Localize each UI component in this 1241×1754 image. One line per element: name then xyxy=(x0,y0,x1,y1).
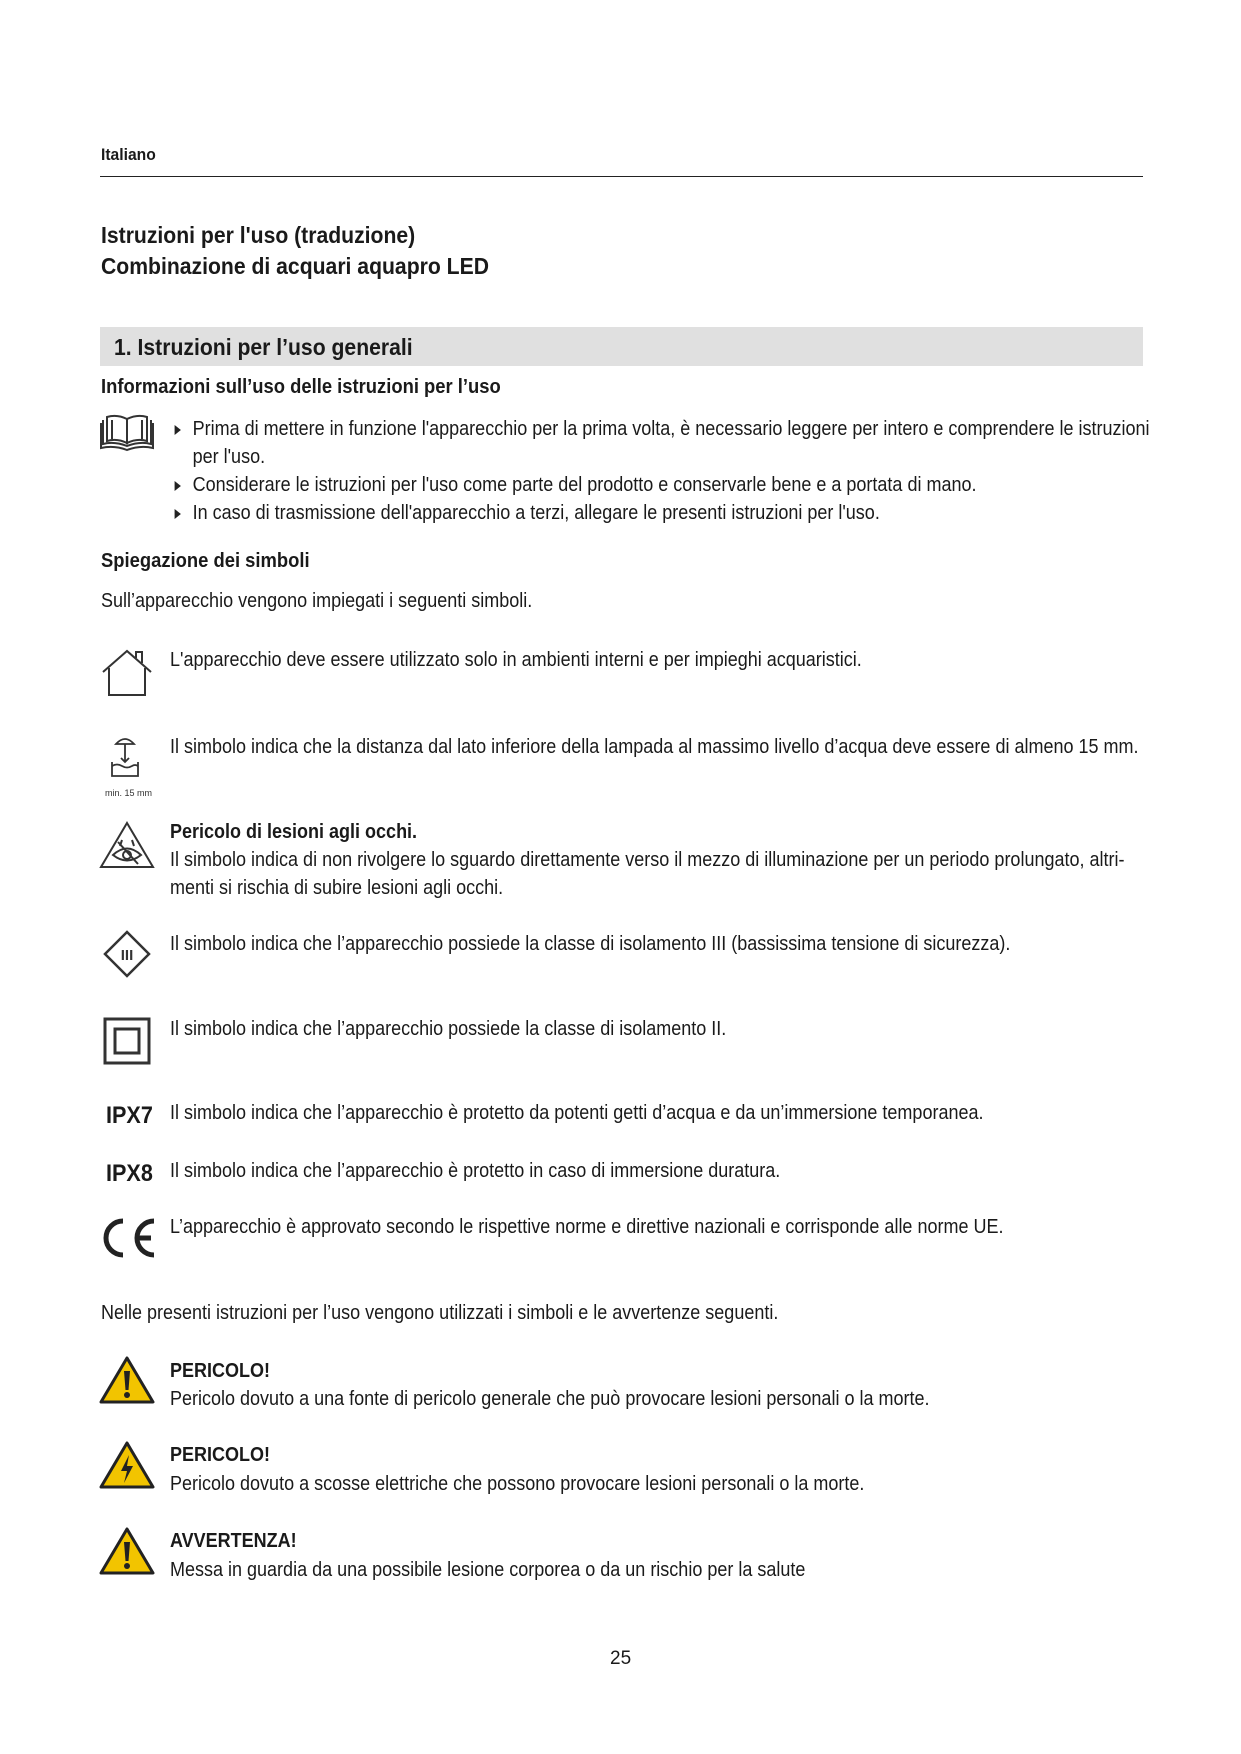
warning-2-title: PERICOLO! xyxy=(170,1444,271,1466)
ipx8-label: IPX8 xyxy=(106,1160,153,1187)
info-heading: Informazioni sull’uso delle istruzioni per l’uso xyxy=(101,376,501,398)
ce-mark-icon xyxy=(99,1217,159,1259)
caution-warning-icon xyxy=(98,1526,156,1576)
symbols-intro: Sull’apparecchio vengono impiegati i seguenti simboli. xyxy=(101,590,533,612)
list-item: Prima di mettere in funzione l'apparecchio per la prima volta, è necessario leggere per intero e comprendere le istruzioni xyxy=(171,415,1150,443)
lamp-distance-icon xyxy=(104,734,146,786)
document-title: Istruzioni per l'uso (traduzione) xyxy=(101,222,416,248)
language-label: Italiano xyxy=(101,145,156,164)
warning-3-text: Messa in guardia da una possibile lesione corporea o da un rischio per la salute xyxy=(170,1559,806,1581)
ipx7-text: Il simbolo indica che l’apparecchio è protetto da potenti getti d’acqua e da un’immersione temporanea. xyxy=(170,1102,984,1124)
document-subtitle: Combinazione di acquari aquapro LED xyxy=(101,253,489,279)
warning-3-title: AVVERTENZA! xyxy=(170,1530,297,1552)
protection-class-3-icon xyxy=(103,930,151,978)
warning-2-text: Pericolo dovuto a scosse elettriche che possono provocare lesioni personali o la morte. xyxy=(170,1473,865,1495)
bullet-icon xyxy=(175,425,181,435)
electric-shock-warning-icon xyxy=(98,1440,156,1490)
info-bullet-list xyxy=(171,415,1241,527)
ce-mark-text: L’apparecchio è approvato secondo le rispettive norme e direttive nazionali e corrisponde alle norme UE. xyxy=(170,1216,1004,1238)
protection-class-3-icon-label: III xyxy=(120,947,134,964)
eye-hazard-text-line2: menti si rischia di subire lesioni agli occhi. xyxy=(170,877,504,899)
page-number: 25 xyxy=(610,1648,632,1669)
warning-1-title: PERICOLO! xyxy=(170,1360,271,1382)
symbols-heading: Spiegazione dei simboli xyxy=(101,550,310,572)
section-heading-bar xyxy=(100,327,1143,366)
warnings-intro: Nelle presenti istruzioni per l’uso vengono utilizzati i simboli e le avvertenze seguenti. xyxy=(101,1302,779,1324)
protection-class-2-icon xyxy=(103,1017,151,1065)
bullet-icon xyxy=(175,509,181,519)
list-item: In caso di trasmissione dell'apparecchio a terzi, allegare le presenti istruzioni per l'uso. xyxy=(171,499,1150,527)
eye-hazard-icon xyxy=(98,820,156,870)
lamp-distance-text: Il simbolo indica che la distanza dal lato inferiore della lampada al massimo livello d’acqua deve essere di almeno 15 mm. xyxy=(170,736,1139,758)
section-title: 1. Istruzioni per l’uso generali xyxy=(114,334,413,360)
list-item: Considerare le istruzioni per l'uso come parte del prodotto e conservarle bene e a portata di mano. xyxy=(171,471,1150,499)
eye-hazard-text-line1: Il simbolo indica di non rivolgere lo sguardo direttamente verso il mezzo di illuminazione per un periodo prolungato, altri- xyxy=(170,849,1125,871)
eye-hazard-title: Pericolo di lesioni agli occhi. xyxy=(170,821,418,843)
general-danger-warning-icon xyxy=(98,1355,156,1405)
protection-class-2-text: Il simbolo indica che l’apparecchio possiede la classe di isolamento II. xyxy=(170,1018,727,1040)
book-icon xyxy=(98,414,156,452)
lamp-distance-icon-label: min. 15 mm xyxy=(105,788,153,798)
indoor-use-house-icon xyxy=(100,648,154,698)
indoor-use-text: L'apparecchio deve essere utilizzato solo in ambienti interni e per impieghi acquaristici. xyxy=(170,649,862,671)
protection-class-3-text: Il simbolo indica che l’apparecchio possiede la classe di isolamento III (bassissima tensione di sicurezza). xyxy=(170,933,1011,955)
warning-1-text: Pericolo dovuto a una fonte di pericolo generale che può provocare lesioni personali o la morte. xyxy=(170,1388,930,1410)
list-item-continuation: per l'uso. xyxy=(192,446,266,468)
bullet-icon xyxy=(175,481,181,491)
ipx7-label: IPX7 xyxy=(106,1102,153,1129)
header-rule xyxy=(100,176,1143,177)
ipx8-text: Il simbolo indica che l’apparecchio è protetto in caso di immersione duratura. xyxy=(170,1160,781,1182)
